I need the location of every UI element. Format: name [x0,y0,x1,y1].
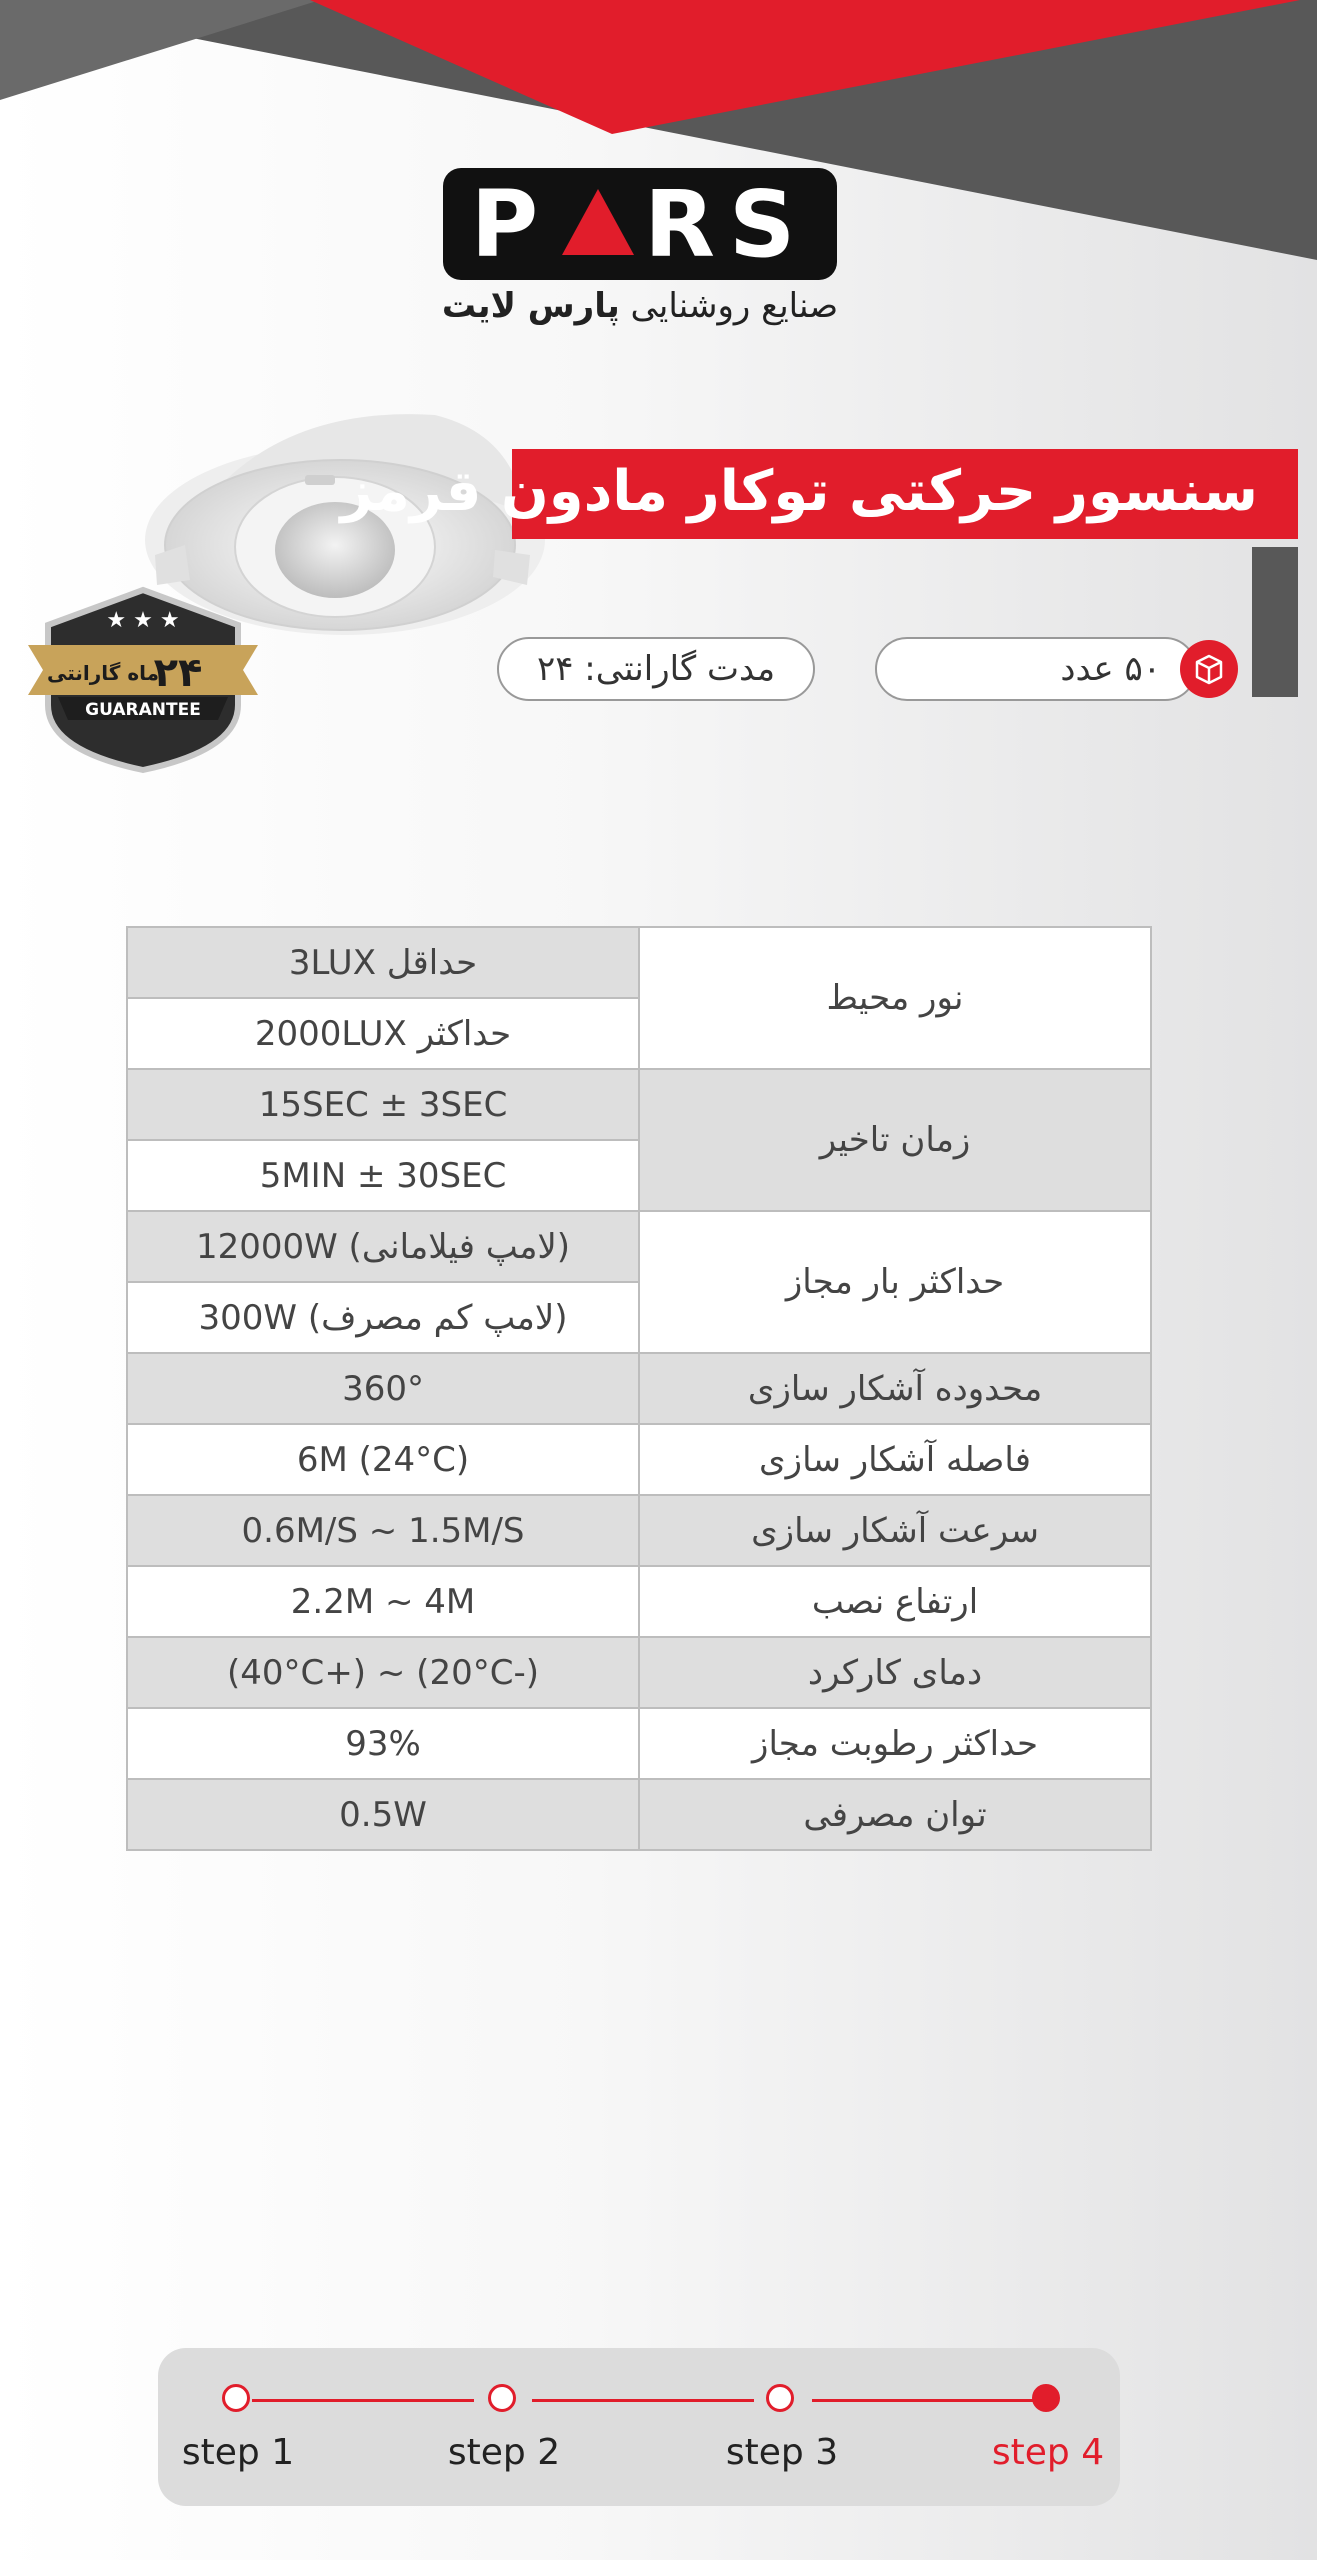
quantity-pill: ۵۰ عدد [875,637,1197,701]
side-accent-bar [1252,547,1298,697]
spec-label: دمای کارکرد [639,1637,1151,1708]
svg-text:GUARANTEE: GUARANTEE [85,700,201,720]
step-dot-icon [222,2384,250,2412]
spec-value: 5MIN ± 30SEC [127,1140,639,1211]
product-title-banner [340,449,1298,539]
svg-text:۲۴: ۲۴ [153,650,203,696]
spec-value: 15SEC ± 3SEC [127,1069,639,1140]
spec-label: ارتفاع نصب [639,1566,1151,1637]
table-row [127,1069,1151,1140]
table-row [127,1353,1151,1424]
spec-label: زمان تاخیر [639,1069,1151,1211]
warranty-pill: مدت گارانتی: ۲۴ [497,637,815,701]
spec-value: (لامپ فیلامانی) 12000W [127,1211,639,1282]
spec-label: نور محیط [639,927,1151,1069]
step-3[interactable]: step 3 [702,2348,862,2506]
table-row [127,1637,1151,1708]
spec-value: (24°C) 6M [127,1424,639,1495]
brand-subtitle: صنایع روشنایی پارس لایت [441,286,839,326]
step-1[interactable]: step 1 [158,2348,318,2506]
table-row [127,1779,1151,1850]
step-progress [158,2348,1120,2506]
spec-label: حداکثر رطوبت مجاز [639,1708,1151,1779]
specs-table [126,926,1152,1851]
logo-triangle-icon [562,189,634,255]
step-dot-icon [488,2384,516,2412]
spec-value: 0.6M/S ~ 1.5M/S [127,1495,639,1566]
table-row [127,1495,1151,1566]
spec-value: 2.2M ~ 4M [127,1566,639,1637]
box-icon [1180,640,1238,698]
spec-value: حداکثر 2000LUX [127,998,639,1069]
step-dot-icon [766,2384,794,2412]
svg-text:ماه گارانتی: ماه گارانتی [46,661,160,685]
spec-label: حداکثر بار مجاز [639,1211,1151,1353]
step-dot-icon [1032,2384,1060,2412]
spec-value: 360° [127,1353,639,1424]
spec-label: محدوده آشکار سازی [639,1353,1151,1424]
spec-value: 0.5W [127,1779,639,1850]
table-row [127,927,1151,998]
spec-value: (لامپ کم مصرف) 300W [127,1282,639,1353]
step-2[interactable]: step 2 [424,2348,584,2506]
table-row [127,1211,1151,1282]
table-row [127,1708,1151,1779]
spec-label: فاصله آشکار سازی [639,1424,1151,1495]
step-4[interactable]: step 4 [968,2348,1128,2506]
brand-logo: P RS [443,168,837,280]
table-row [127,1566,1151,1637]
svg-text:★ ★ ★: ★ ★ ★ [106,608,180,633]
guarantee-badge-icon [28,585,258,775]
spec-value: (-20°C) ~ (+40°C) [127,1637,639,1708]
spec-value: 93% [127,1708,639,1779]
spec-label: سرعت آشکار سازی [639,1495,1151,1566]
product-title: سنسور حرکتی توکار مادون قرمز [340,459,1258,524]
spec-label: توان مصرفی [639,1779,1151,1850]
spec-value: حداقل 3LUX [127,927,639,998]
table-row [127,1424,1151,1495]
